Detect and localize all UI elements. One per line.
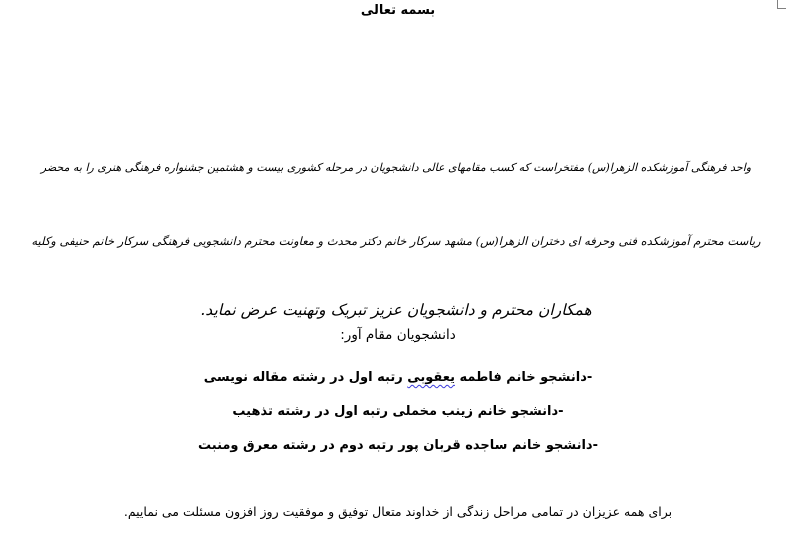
winner-prefix: -دانشجو خانم فاطمه [454, 370, 593, 385]
winner-item [0, 370, 796, 385]
winner-text: -دانشجو خانم زینب مخملی رتبه اول در رشته تذهیب [232, 404, 564, 419]
document-page: بسمه تعالی واحد فرهنگی آموزشکده الزهرا(س) مفتخراست که کسب مقامهای عالی دانشجویان در مرحله کشوری بیست و هشتمین جشنواره فرهنگی هنری را به محضر ریاست محترم آموزشکده فنی وحرفه ای دختران الزهرا(س) مشهد سرکار خانم دکتر محدث و معاونت محترم دانشجویی فرهنگی سرکار خانم حنیفی وکلیه همکاران محترم و دانشجویان عزیز تبریک وتهنیت عرض نماید. دانشجویان مقام آور: -دانشجو خانم فاطمه یعقوبی رتبه اول در رشته مقاله نویسی -دانشجو خانم زینب مخملی رتبه اول در رشته تذهیب -دانشجو خانم ساجده قربان پور رتبه دوم در رشته معرق ومنبت برای همه عزیزان در تمامی مراحل زندگی از خداوند متعال توفیق و موفقیت روز افزون مسئلت می نماییم. [0, 0, 796, 535]
winners-heading: دانشجویان مقام آور: [340, 327, 456, 343]
closing-sentence: برای همه عزیزان در تمامی مراحل زندگی از خداوند متعال توفیق و موفقیت روز افزون مسئلت می نماییم. [123, 504, 673, 519]
winner-suffix: رتبه اول در رشته مقاله نویسی [203, 370, 408, 385]
winner-item [0, 438, 796, 453]
winner-text: -دانشجو خانم ساجده قربان پور رتبه دوم در رشته معرق ومنبت [198, 438, 598, 453]
spellcheck-flagged-word: یعقوبی [407, 370, 455, 385]
winner-item [0, 404, 796, 419]
document-heading: بسمه تعالی [360, 3, 436, 18]
